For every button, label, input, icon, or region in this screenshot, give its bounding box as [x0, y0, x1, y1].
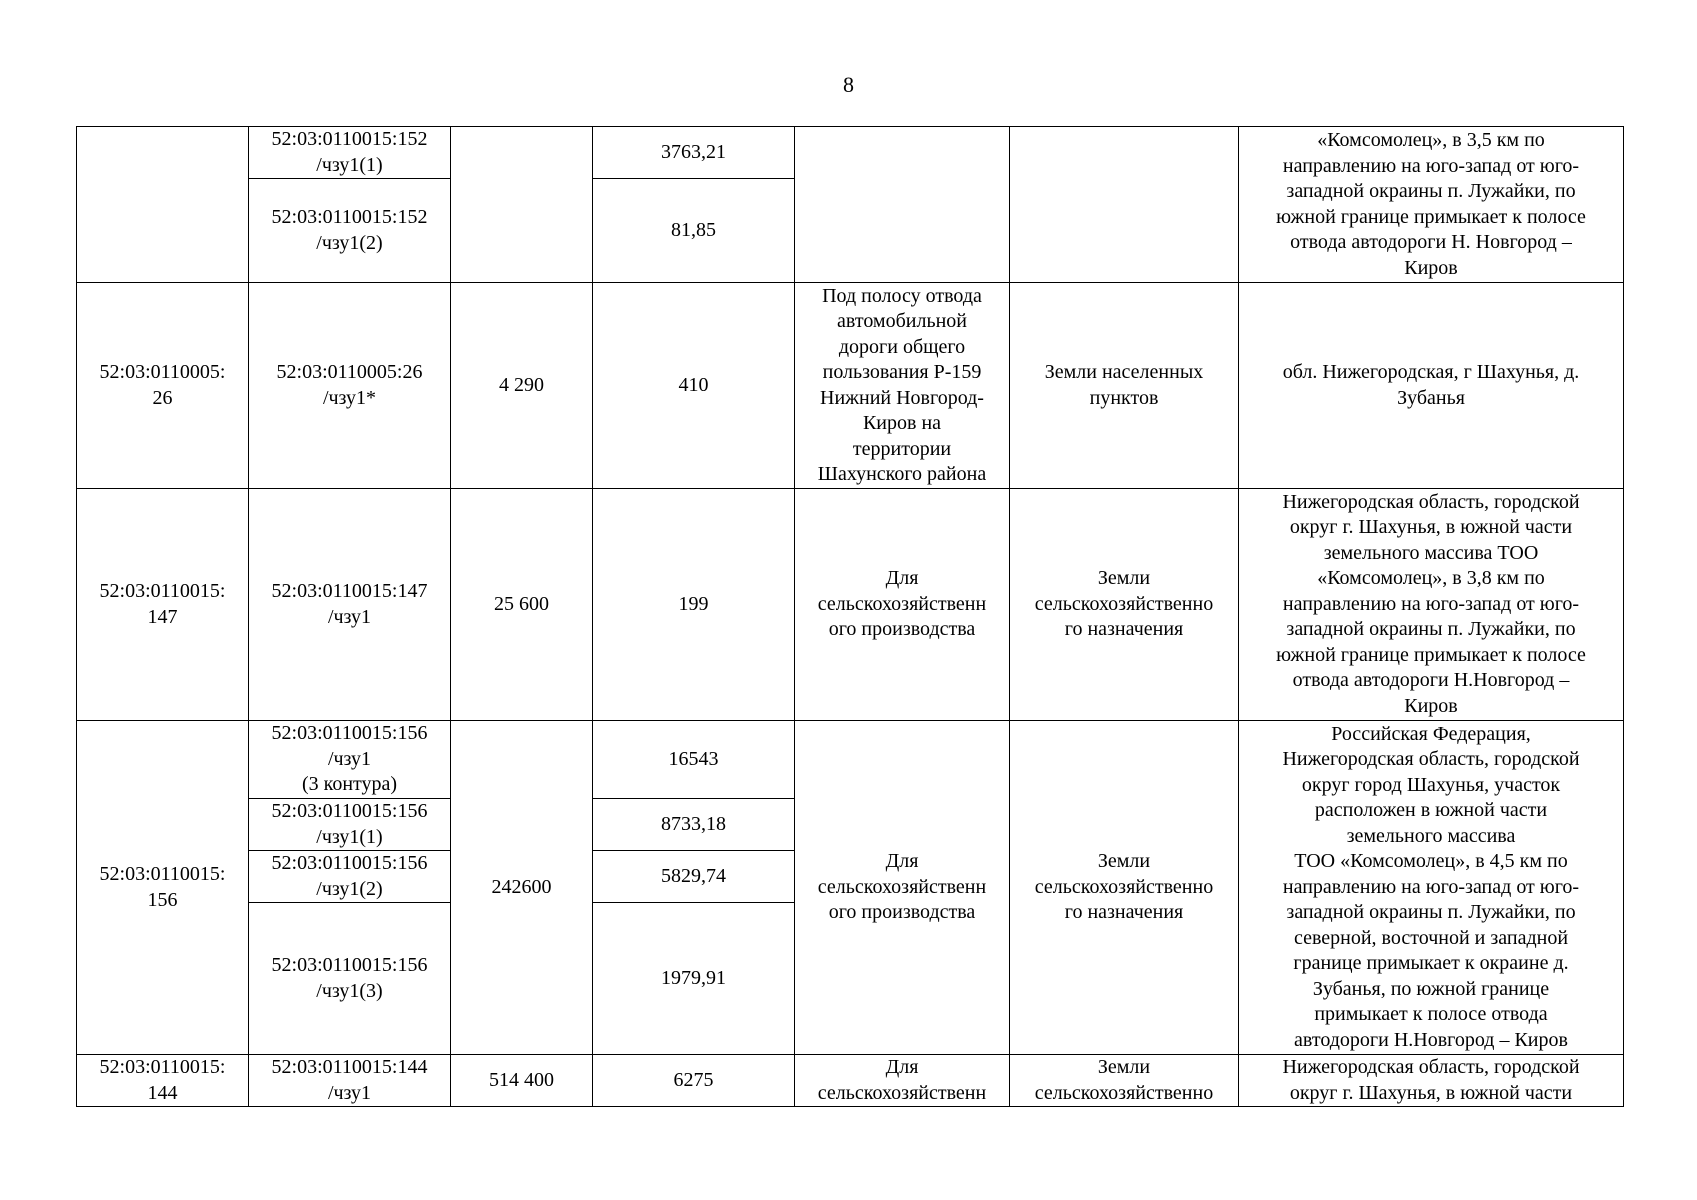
address-cell: «Комсомолец», в 3,5 км по направлению на юго-запад от юго- западной окраины п. Лужайки, по южной границе примыкает к полосе отвода автодороги Н. Новгород – Киров — [1239, 127, 1624, 283]
category-cell: Земли сельскохозяйственно го назначения — [1010, 721, 1239, 1055]
part-id-cell: 52:03:0110015:144 /чзу1 — [249, 1055, 451, 1107]
part-area-cell: 81,85 — [593, 179, 795, 283]
purpose-cell: Под полосу отвода автомобильной дороги общего пользования Р-159 Нижний Новгород- Киров на территории Шахунского района — [795, 283, 1010, 489]
part-id-cell: 52:03:0110015:147 /чзу1 — [249, 489, 451, 721]
part-id-cell: 52:03:0110005:26 /чзу1* — [249, 283, 451, 489]
part-area-cell: 410 — [593, 283, 795, 489]
part-id-cell: 52:03:0110015:152 /чзу1(1) — [249, 127, 451, 179]
cad-number-cell: 52:03:0110015: 147 — [77, 489, 249, 721]
part-area-cell: 199 — [593, 489, 795, 721]
total-area-cell — [451, 127, 593, 283]
category-cell: Земли населенных пунктов — [1010, 283, 1239, 489]
cad-number-cell: 52:03:0110005: 26 — [77, 283, 249, 489]
land-plots-table — [76, 126, 1624, 1107]
address-cell: Нижегородская область, городской округ г. Шахунья, в южной части земельного массива ТОО «Комсомолец», в 3,8 км по направлению на юго-запад от юго- западной окраины п. Лужайки, по южной границе примыкает к полосе отвода автодороги Н.Новгород – Киров — [1239, 489, 1624, 721]
table-row — [77, 127, 1624, 179]
page-number: 8 — [843, 72, 854, 97]
table-row — [77, 1055, 1624, 1107]
table-row — [77, 721, 1624, 799]
category-cell: Земли сельскохозяйственно — [1010, 1055, 1239, 1107]
part-id-cell: 52:03:0110015:156 /чзу1(1) — [249, 799, 451, 851]
part-area-cell: 8733,18 — [593, 799, 795, 851]
part-area-cell: 6275 — [593, 1055, 795, 1107]
purpose-cell: Для сельскохозяйственн ого производства — [795, 489, 1010, 721]
table-row — [77, 283, 1624, 489]
part-area-cell: 1979,91 — [593, 903, 795, 1055]
part-id-cell: 52:03:0110015:156 /чзу1(2) — [249, 851, 451, 903]
part-id-cell: 52:03:0110015:152 /чзу1(2) — [249, 179, 451, 283]
cad-number-cell: 52:03:0110015: 156 — [77, 721, 249, 1055]
address-cell: Нижегородская область, городской округ г. Шахунья, в южной части — [1239, 1055, 1624, 1107]
purpose-cell: Для сельскохозяйственн ого производства — [795, 721, 1010, 1055]
part-id-cell: 52:03:0110015:156 /чзу1(3) — [249, 903, 451, 1055]
table-row — [77, 489, 1624, 721]
total-area-cell: 514 400 — [451, 1055, 593, 1107]
address-cell: Российская Федерация, Нижегородская область, городской округ город Шахунья, участок расположен в южной части земельного массива ТОО «Комсомолец», в 4,5 км по направлению на юго-запад от юго- западной окраины п. Лужайки, по северной, восточной и западной границе примыкает к окраине д. Зубанья, по южной границе примыкает к полосе отвода автодороги Н.Новгород – Киров — [1239, 721, 1624, 1055]
part-area-cell: 3763,21 — [593, 127, 795, 179]
category-cell — [1010, 127, 1239, 283]
address-cell: обл. Нижегородская, г Шахунья, д. Зубанья — [1239, 283, 1624, 489]
part-area-cell: 5829,74 — [593, 851, 795, 903]
cad-number-cell — [77, 127, 249, 283]
purpose-cell — [795, 127, 1010, 283]
category-cell: Земли сельскохозяйственно го назначения — [1010, 489, 1239, 721]
part-id-cell: 52:03:0110015:156 /чзу1 (3 контура) — [249, 721, 451, 799]
part-area-cell: 16543 — [593, 721, 795, 799]
purpose-cell: Для сельскохозяйственн — [795, 1055, 1010, 1107]
total-area-cell: 4 290 — [451, 283, 593, 489]
total-area-cell: 25 600 — [451, 489, 593, 721]
total-area-cell: 242600 — [451, 721, 593, 1055]
cad-number-cell: 52:03:0110015: 144 — [77, 1055, 249, 1107]
